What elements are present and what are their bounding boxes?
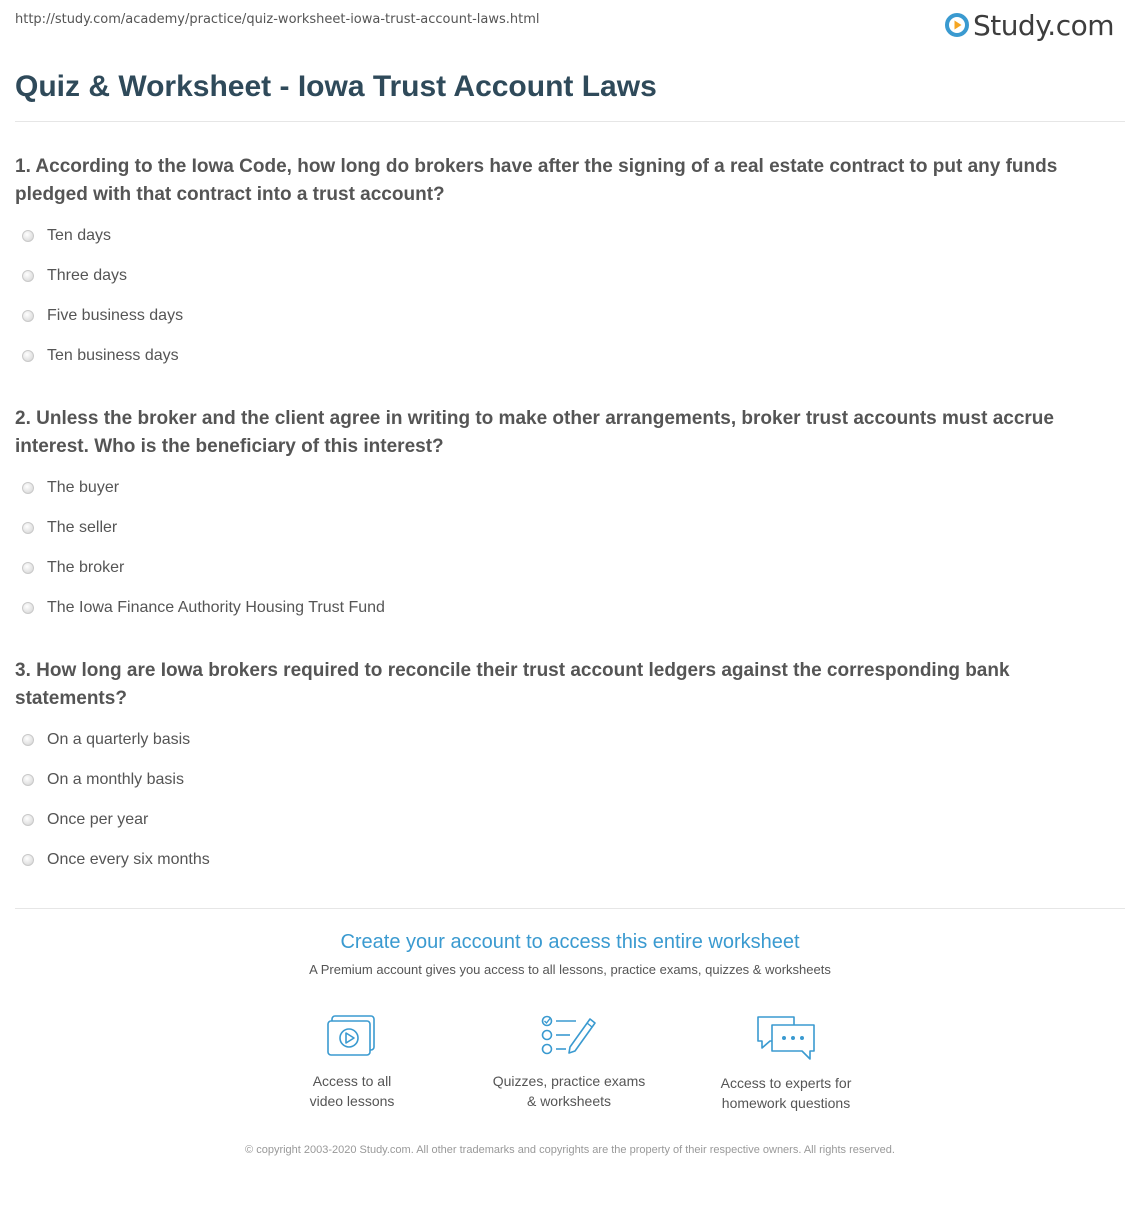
feature-label-line: Access to all [312, 1073, 392, 1089]
radio-icon[interactable] [22, 814, 34, 826]
premium-subtitle: A Premium account gives you access to all lessons, practice exams, quizzes & worksheets [309, 962, 831, 977]
answer-option[interactable] [22, 508, 385, 548]
radio-icon[interactable] [22, 482, 34, 494]
page-title: Quiz & Worksheet - Iowa Trust Account Laws [15, 70, 657, 103]
answer-option[interactable] [22, 548, 385, 588]
answer-label: Ten days [47, 227, 112, 244]
answer-label: The buyer [47, 479, 120, 496]
copyright-text: © copyright 2003-2020 Study.com. All other trademarks and copyrights are the property of their respective owners. All rights reserved. [245, 1144, 895, 1156]
chat-bubbles-icon [754, 1013, 818, 1061]
answer-label: The seller [47, 519, 118, 536]
question-2: 2. Unless the broker and the client agree in writing to make other arrangements, broker trust accounts must accrue interest. Who is the beneficiary of this interest? [15, 408, 1054, 457]
answer-option[interactable] [22, 760, 210, 800]
radio-icon[interactable] [22, 310, 34, 322]
answer-option[interactable] [22, 296, 183, 336]
study-logo[interactable] [944, 8, 1114, 42]
answer-label: Five business days [47, 307, 184, 324]
question-2-options [22, 468, 385, 628]
answer-label: The Iowa Finance Authority Housing Trust Fund [47, 599, 385, 616]
answer-option[interactable] [22, 256, 183, 296]
answer-option[interactable] [22, 216, 183, 256]
question-1-options [22, 216, 183, 376]
radio-icon[interactable] [22, 562, 34, 574]
question-3-options [22, 720, 210, 880]
question-3: 3. How long are Iowa brokers required to reconcile their trust account ledgers against the corresponding bank statements? [15, 660, 1010, 709]
feature-label-line: homework questions [721, 1095, 851, 1111]
quiz-checklist-icon [540, 1013, 598, 1059]
create-account-link[interactable]: Create your account to access this entire worksheet [340, 931, 800, 953]
divider [15, 908, 1125, 909]
radio-icon[interactable] [22, 854, 34, 866]
radio-icon[interactable] [22, 602, 34, 614]
radio-icon[interactable] [22, 230, 34, 242]
radio-icon[interactable] [22, 350, 34, 362]
divider [15, 121, 1125, 122]
video-lessons-icon [326, 1013, 378, 1059]
feature-experts [696, 1013, 876, 1113]
logo-text: Study.com [972, 8, 1114, 42]
radio-icon[interactable] [22, 734, 34, 746]
play-circle-icon [944, 12, 970, 38]
answer-label: Once per year [47, 811, 149, 828]
answer-label: The broker [47, 559, 125, 576]
radio-icon[interactable] [22, 522, 34, 534]
answer-option[interactable] [22, 588, 385, 628]
feature-label-line: Quizzes, practice exams [492, 1073, 646, 1089]
feature-label-line: video lessons [309, 1093, 395, 1109]
question-1: 1. According to the Iowa Code, how long do brokers have after the signing of a real estate contract to put any funds pledged with that contract into a trust account? [15, 156, 1058, 205]
answer-option[interactable] [22, 720, 210, 760]
answer-label: Once every six months [47, 851, 210, 868]
answer-option[interactable] [22, 468, 385, 508]
answer-option[interactable] [22, 336, 183, 376]
feature-label-line: & worksheets [526, 1093, 612, 1109]
answer-option[interactable] [22, 840, 210, 880]
feature-video-lessons [262, 1013, 442, 1111]
answer-label: On a quarterly basis [47, 731, 191, 748]
radio-icon[interactable] [22, 774, 34, 786]
answer-label: Three days [47, 267, 128, 284]
answer-label: Ten business days [47, 347, 179, 364]
feature-label-line: Access to experts for [720, 1075, 852, 1091]
radio-icon[interactable] [22, 270, 34, 282]
answer-option[interactable] [22, 800, 210, 840]
page-url: http://study.com/academy/practice/quiz-worksheet-iowa-trust-account-laws.html [15, 12, 540, 27]
feature-quizzes [479, 1013, 659, 1111]
answer-label: On a monthly basis [47, 771, 184, 788]
